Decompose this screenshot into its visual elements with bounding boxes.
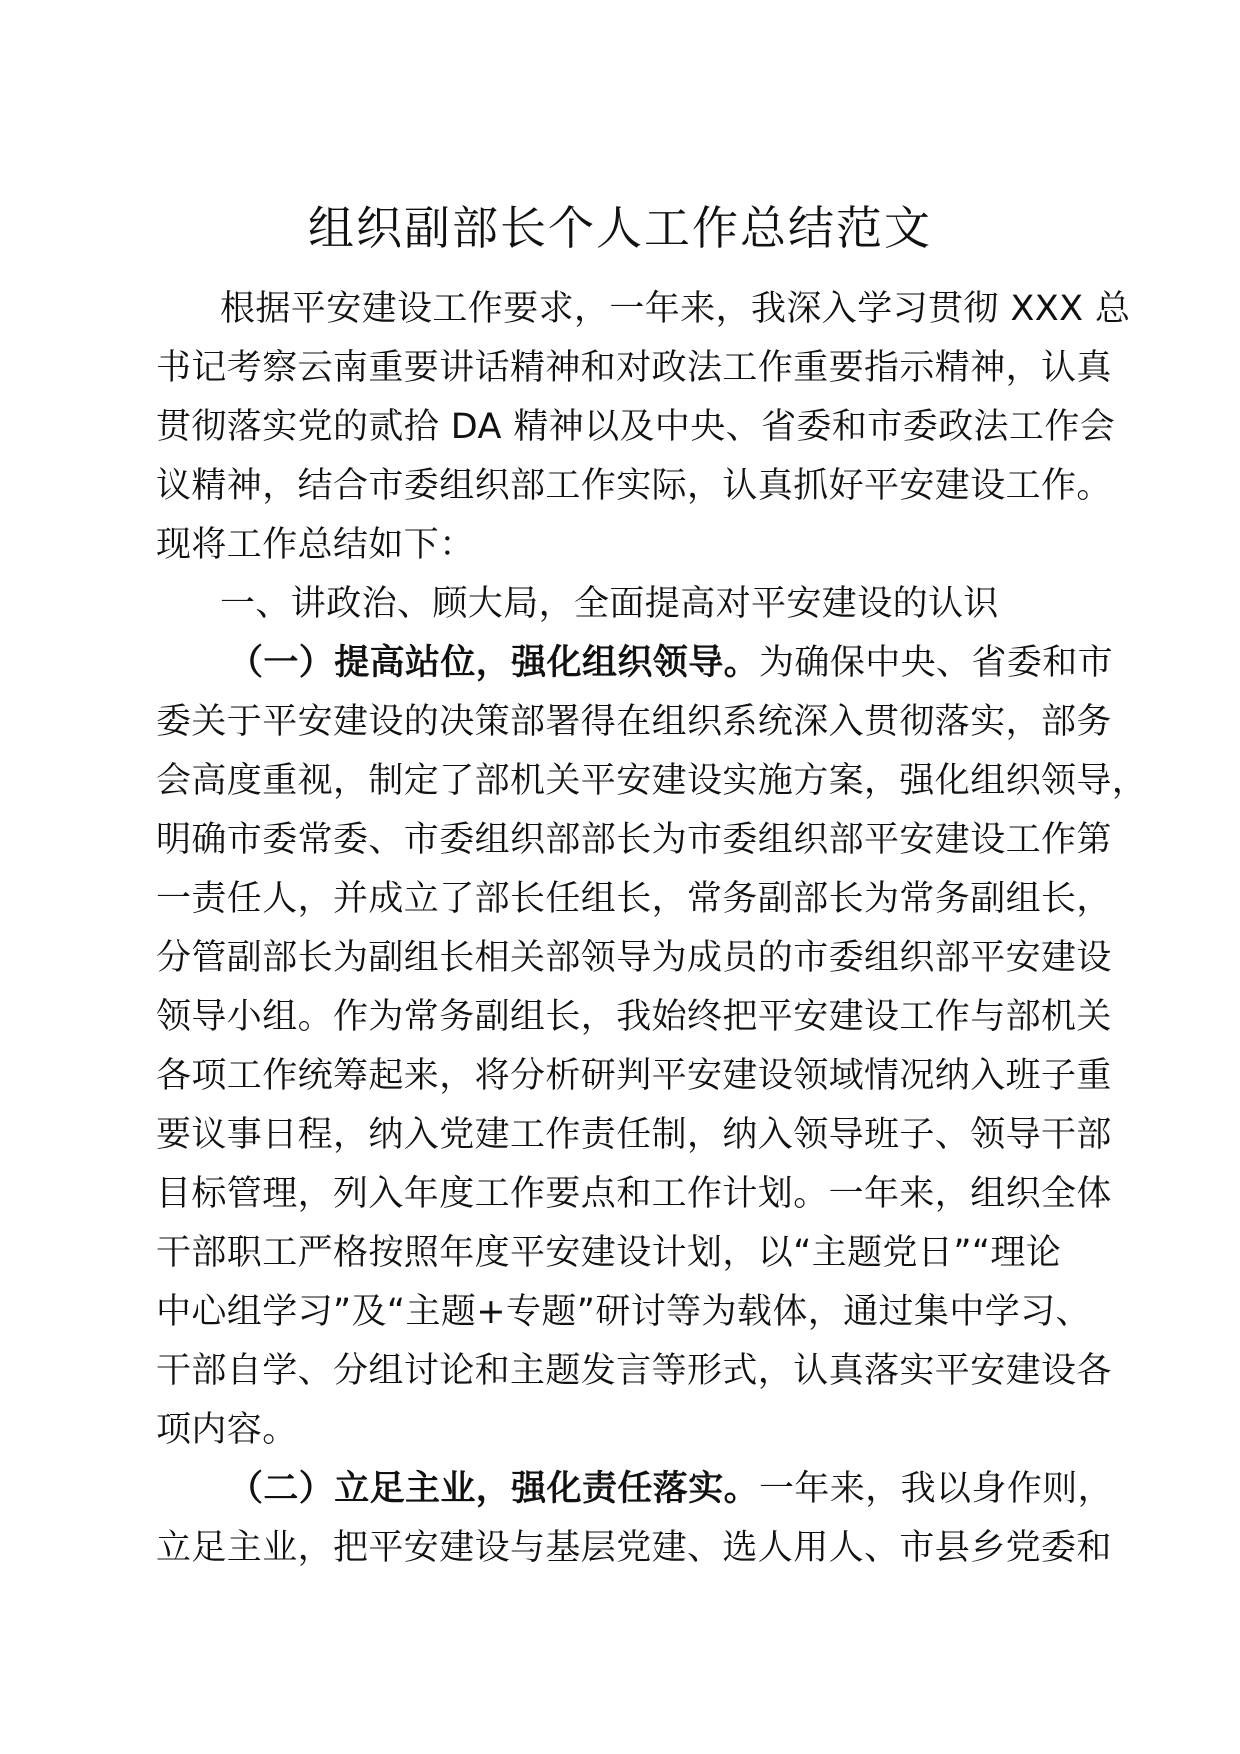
paragraph-line: 分管副部长为副组长相关部领导为成员的市委组织部平安建设: [156, 938, 1112, 978]
paragraph-line: 干部自学、分组讨论和主题发言等形式，认真落实平安建设各: [156, 1351, 1112, 1391]
paragraph-line: 领导小组。作为常务副组长，我始终把平安建设工作与部机关: [156, 997, 1112, 1037]
subsection-heading-1: （一）提高站位，强化组织领导。: [228, 643, 760, 683]
paragraph-line: 现将工作总结如下：: [156, 525, 475, 565]
paragraph-line: [156, 634, 1114, 693]
paragraph-line: 各项工作统筹起来，将分析研判平安建设领域情况纳入班子重: [156, 1056, 1112, 1096]
paragraph-line: 书记考察云南重要讲话精神和对政法工作重要指示精神，认真: [156, 348, 1112, 388]
paragraph-line: 议精神，结合市委组织部工作实际，认真抓好平安建设工作。: [156, 466, 1112, 506]
paragraph-line: 立足主业，把平安建设与基层党建、选人用人、市县乡党委和: [156, 1528, 1112, 1568]
paragraph-line: 一责任人，并成立了部长任组长，常务副部长为常务副组长，: [156, 879, 1112, 919]
document-body: [156, 280, 1148, 1578]
paragraph-line: 明确市委常委、市委组织部部长为市委组织部平安建设工作第: [156, 820, 1112, 860]
paragraph-line: 中心组学习”及“主题+专题”研讨等为载体，通过集中学习、: [156, 1292, 1091, 1332]
paragraph-text: 为确保中央、省委和市: [759, 643, 1114, 683]
section-heading: 一、讲政治、顾大局，全面提高对平安建设的认识: [220, 584, 999, 624]
subsection-heading-2: （二）立足主业，强化责任落实。: [228, 1469, 760, 1509]
paragraph-line: 根据平安建设工作要求，一年来，我深入学习贯彻 XXX 总: [220, 289, 1131, 329]
paragraph-line: 贯彻落实党的贰拾 DA 精神以及中央、省委和市委政法工作会: [156, 407, 1116, 447]
paragraph-line: 要议事日程，纳入党建工作责任制，纳入领导班子、领导干部: [156, 1115, 1112, 1155]
paragraph-line: 项内容。: [156, 1410, 298, 1450]
paragraph-text: 一年来，我以身作则，: [759, 1469, 1114, 1509]
paragraph-line: 会高度重视，制定了部机关平安建设实施方案，强化组织领导，: [156, 761, 1148, 801]
paragraph-line: [156, 1460, 1114, 1519]
document-title: 组织副部长个人工作总结范文: [308, 201, 932, 255]
paragraph-line: 委关于平安建设的决策部署得在组织系统深入贯彻落实，部务: [156, 702, 1112, 742]
paragraph-line: 目标管理，列入年度工作要点和工作计划。一年来，组织全体: [156, 1174, 1112, 1214]
paragraph-line: 干部职工严格按照年度平安建设计划，以“主题党日”“理论: [156, 1233, 1062, 1273]
